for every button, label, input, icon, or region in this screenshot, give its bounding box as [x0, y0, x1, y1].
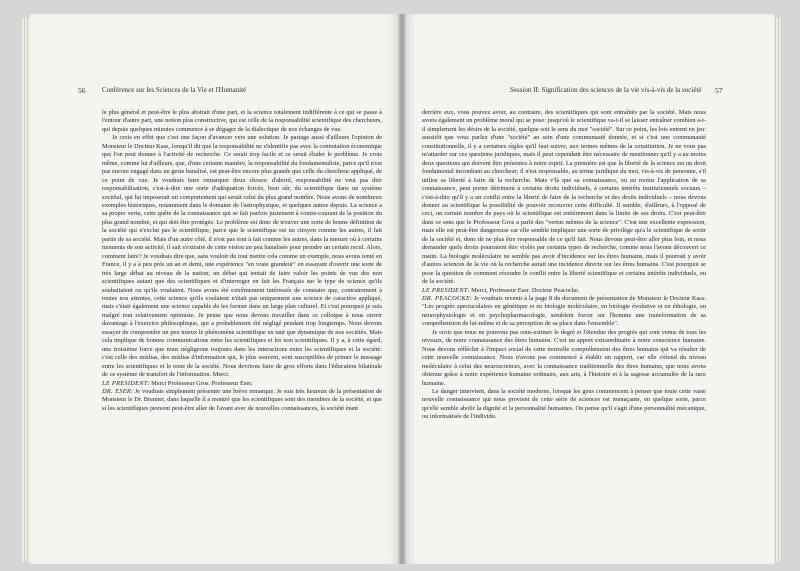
paragraph-text: Je voudrais revenir à la page 8 du document de présentation de Monsieur le Docteur Kass: "Les progrès spectaculaires en génétique et en biologie moléculaire, en biologie évolutive et en éthologie, en neurophysiologie et en psychopharmacologie, semblent forcer sur l'homme une transformation de sa compréhension de lui-même et de sa perception de sa place dans l'ensemble".: [422, 294, 706, 328]
paragraph-text: Je crois en effet que c'est une façon d'avancer vers une solution. Je partage aussi d'ailleurs l'opinion de Monsieur le Docteur Kass, lorsqu'il dit que la responsabilité ne s'identifie pas avec la connotation économique que l'on peut donner à l'activité de recherche. Ce serait trop facile et ce serait éluder le problème. Je crois même, comme lui d'ailleurs, que, d'une certaine manière, la responsabilité du fondamentaliste, parce qu'il n'est pas encore engagé dans un geste banalisé, est peut-être encore plus grande que celle du chercheur appliqué, de ce point de vue. Je voudrais faire remarquer deux choses: d'abord, responsabilité ne veut pas dire responsabilisation, c'est-à-dire une sorte d'adéquation forcée, bien sûr, du scientifique dans un système sociétal, qui lui imposerait un comportement qui serait celui du plus grand nombre. Nous avons de nombreux exemples historiques, notamment dans le domaine de l'astrophysique, et quelques autres depuis. La science a sa propre vertu, cette quête de la connaissance qui se fait parfois justement à contre-courant de la position du plus grand nombre, et qui doit être protégée. Le problème est donc de trouver une sorte de bonne définition de la société qui n'exclut pas le scientifique, parce que le scientifique est un citoyen comme les autres, il fait partie de sa société. Mais d'un autre côté, il n'est pas tout à fait comme les autres, dans la mesure où à certains moments de son activité, il sait s'extraire de cette vision un peu banalisée pour prendre un certain recul. Alors, comment faire? Je voudrais dire que, sans vouloir du tout mettre cela comme un exemple, nous avons tenté en France, il y a à peu près un an et demi, une expérience "en vraie grandeur" en essayant d'ouvrir une sorte de très large débat au niveau de la nation; un débat qui tentait de faire valoir les points de vue des non scientifiques autant que des scientifiques et d'interroger en fait les Français sur le type de science qu'ils souhaitaient ou qu'ils voulaient. Nous avons été extrêmement intéressés de constater que, contrairement à toutes nos attentes, cette science qu'ils voulaient n'était pas uniquement une science de caractère appliqué, mais c'était également une science capable de les former dans un large plan culturel. Et c'est pourquoi je suis malgré tout relativement optimiste. Je pense que nous devons travailler dans ce colloque à nous ouvrir davantage à l'exercice philosophique, qui a probablement été négligé pendant trop longtemps. Nous devons essayer de comprendre un peu mieux le phénomène scientifique en tant que dynamique de nos sociétés. Mais cela implique de bonnes communications entre les scientifiques et les non scientifiques. Il y a, à cette égard, une troisième force que nous négligeons toujours dans les interactions entre les scientifiques et la société: c'est celle des médias, des médias d'information qui, le plus souvent, sont susceptibles de primer le message entre les scientifiques et le reste de la société. Nous devrions faire de gros efforts dans l'éducation bilatérale de ce système de transfert de l'information. Merci.: [102, 134, 382, 379]
right-body-text: [422, 109, 706, 422]
paragraph-text: Je crois que nous ne pouvons pas sous-estimer le degré et l'étendue des progrès qui sont venus de tous les niveaux, de notre connaissance des êtres humains. C'est un apport extraordinaire à notre conscience humaine. Nous devons réfléchir à l'impact social de cette nouvelle compréhension des êtres humains qui va résulter de cette nouvelle connaissance. Nous n'avons pas commencé à établir un rapport, car elle s'étend du niveau moléculaire à celui des neurosciences, avec la connaissance traditionnelle des êtres humains, que nous avons obtenue grâce à notre expérience humaine ordinaire, aux arts, à l'histoire et à la sagesse accumulée de la race humaine.: [422, 328, 706, 387]
left-page-number: 56: [78, 86, 86, 95]
paragraph: LE PRESIDENT: Merci Professeur Gros. Professeur Eser.: [102, 379, 253, 387]
paragraph-text: Merci Professeur Gros. Professeur Eser.: [151, 379, 253, 387]
speaker-name: LE PRESIDENT: [102, 379, 148, 387]
left-running-header: Conférence sur les Sciences de la Vie et l'Humanité: [102, 86, 247, 94]
right-page-number: 57: [715, 86, 723, 95]
paragraph-text: le plus général et peut-être le plus abstrait d'une part, et la science totalement indifférente à ce qui se passe à l'entour d'autre part, une notion plus constructive, qui est celle de la responsabilité scientifique des chercheurs, qui depuis quelques minutes commence à se dégager de la dialectique de nos échanges de vue.: [102, 109, 382, 133]
left-body-text: [102, 109, 382, 413]
paragraph-text: Je voudrais simplement présenter une brève remarque. Je suis très heureux de la présentation de Monsieur le Dr. Brenner, dans laquelle il a montré que les scientifiques sont des membres de la société, et que si les scientifiques peuvent peut-être aller de l'avant avec de nouvelles connaissances, la société étant: [102, 387, 382, 412]
paragraph: [422, 109, 706, 287]
paragraph: [422, 329, 706, 388]
paragraph: DR. ESER: Je voudrais simplement présenter une brève remarque. Je suis très heureux de la présentation de Monsieur le Dr. Brenner, dans laquelle il a montré que les scientifiques sont des membres de la société, et que si les scientifiques peuvent peut-être aller de l'avant avec de nouvelles connaissances, la société étant: [102, 387, 382, 412]
paragraph-text: derrière eux, vous pouvez avoir, au contraire, des scientifiques qui sont entraînés par la société. Mais nous avons également un problème moral qui se pose: jusqu'où le scientifique va-t-il se laisser entraîner combien a-t-il simplement les désirs de la société, quelque soit le sens du mot "société". Sur ce point, les lois entrent en jeu: aussitôt que vous parlez d'une "société" au sein d'une communauté donnée, et si c'est une communauté constitutionnelle, il y a certaines règles qu'il faut suivre, aux termes mêmes de la constitution. Je ne vous pas m'attarder sur ces questions juridiques, mais il peut cependant être nécessaire de mentionner qu'il y a au moins deux questions qui doivent être présentes à notre esprit. La première est que la liberté de la science est un droit fondamental incombant au chercheur; il n'est responsable, au terme juridique du mot, vis-à-vis de personne, s'il utilise sa liberté à faire de la recherche. Mais v'là que sa connaissance, ou au moins l'application de sa connaissance, peut porter détriment à certains droits individuels, à certains intérêts institutionnels sociaux – c'est-à-dire qu'il y a un conflit entre la liberté de faire de la recherche et des droits individuels – nous devons donner au scientifique la possibilité de pouvoir recouvrer cette difficulté. Il semble, d'ailleurs, à l'opposé de ceci, un certain nombre de pays où le scientifique est entièrement dans la limite de ses droits. C'est peut-être dans ce sens que le Professeur Gros a parlé des "vertus mêmes de la science". C'est une excellente expression, mais elle est peut-être dangereuse car elle semble impliquer une sorte de privilège qu'a le scientifique de sortir de la société et, donc de ne plus être responsable de ce qu'il fait. Nous devons peut-être aller plus loin, et nous demander quels droits pourraient être violés par certains types de recherche, comme nous l'avons découvert ce matin. La biologie moléculaire ne semble pas avoir d'incidence sur les êtres humains, mais il pourrait y avoir d'autres sciences de la vie où la recherche aurait une incidence directe sur les êtres humains. C'est pourquoi se pose la question de comment résoudre le conflit entre la liberté scientifique et certains intérêts individuels, ou de la société.: [422, 109, 706, 286]
paragraph: [102, 109, 382, 134]
speaker-name: DR. PEACOCKE: [422, 294, 471, 302]
right-running-header: Session II: Signification des sciences de la vie vis-à-vis de la société: [510, 86, 702, 94]
speaker-name: LE PRESIDENT: [422, 286, 468, 294]
left-page: [30, 14, 402, 564]
paragraph: DR. PEACOCKE: Je voudrais revenir à la page 8 du document de présentation de Monsieur le Docteur Kass: "Les progrès spectaculaires en génétique et en biologie moléculaire, en biologie évolutive et en éthologie, en neurophysiologie et en psychopharmacologie, semblent forcer sur l'homme une transformation de sa compréhension de lui-même et de sa perception de sa place dans l'ensemble".: [422, 294, 706, 328]
paragraph: [102, 134, 382, 379]
paragraph: [422, 388, 706, 422]
paragraph: LE PRESIDENT: Merci, Professeur Eser. Docteur Peacocke.: [422, 286, 580, 294]
paragraph-text: Merci, Professeur Eser. Docteur Peacocke.: [471, 286, 580, 294]
paragraph-text: Le danger intervient, dans la société moderne, lorsque les gens commencent à penser que toute cette vaste nouvelle connaissance qui nous provient de cette série de sciences est menaçante, en quelque sorte, parce qu'elle semble abolir la dignité et la personnalité humaines. On pense qu'il s'agit d'une personnalité mécanique, ou informatisée de l'individu.: [422, 387, 706, 421]
right-page: [402, 14, 774, 564]
speaker-name: DR. ESER: [102, 387, 132, 395]
book-gutter: [398, 14, 406, 564]
